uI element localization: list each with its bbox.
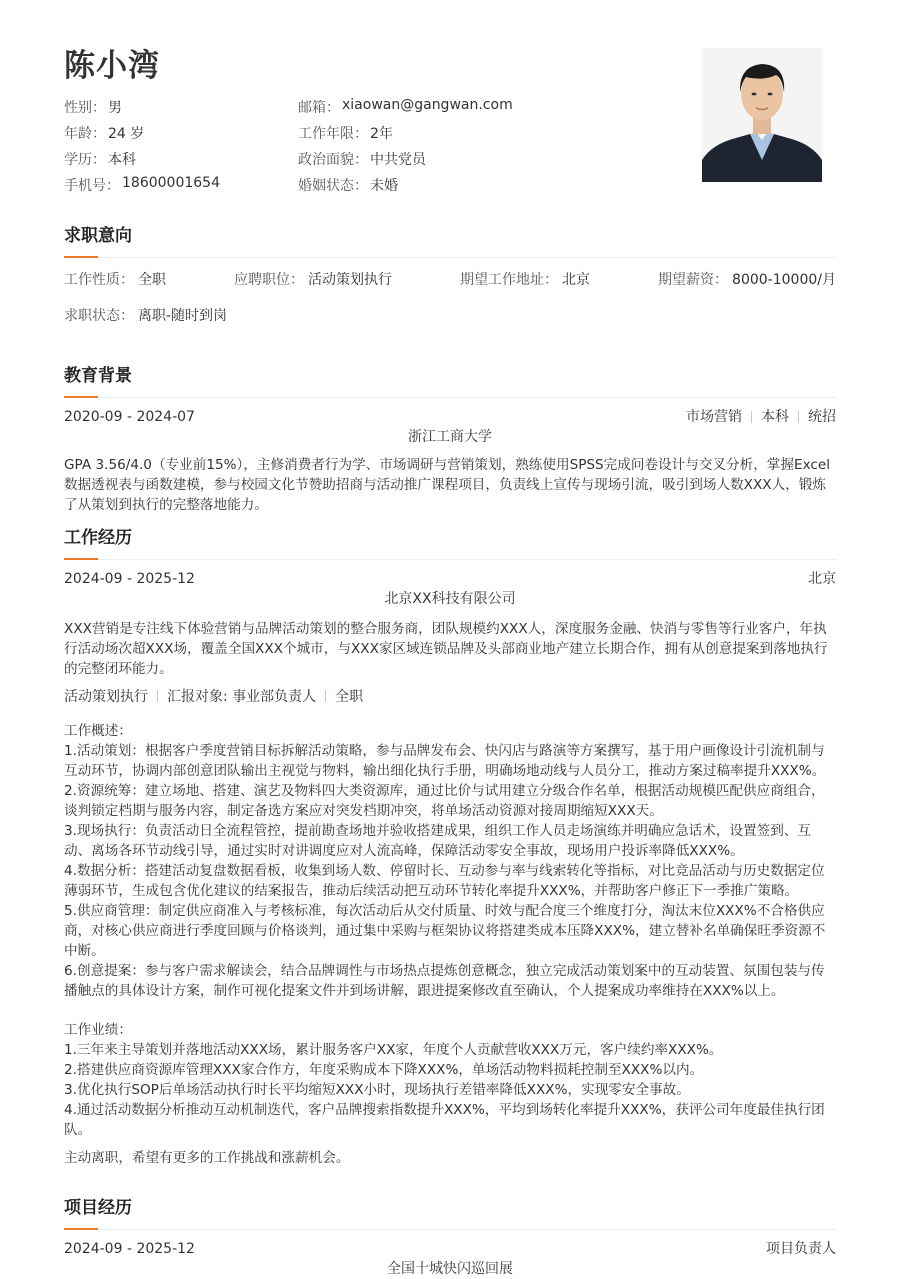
education-tags xyxy=(686,407,836,427)
info-politics xyxy=(298,149,598,169)
results-item: 4.通过活动数据分析推动互动机制迭代，客户品牌搜索指数提升XXX%，平均到场转化率提升XXX%，获评公司年度最佳执行团队。 xyxy=(64,1102,825,1138)
work-type: 全职 xyxy=(335,689,364,705)
overview-title: 工作概述： xyxy=(64,723,132,739)
section-accent-bar xyxy=(64,396,98,398)
results-title: 工作业绩： xyxy=(64,1022,132,1038)
overview-item: 6.创意提案：参与客户需求解读会，结合品牌调性与市场热点提炼创意概念，独立完成活动策划案中的互动装置、氛围包装与传播触点的具体设计方案，制作可视化提案文件并到场讲解，跟进提案修改直至确认，个人提案成功率维持在XXX%以上。 xyxy=(64,963,825,999)
project-role: 项目负责人 xyxy=(766,1241,836,1257)
work-header-row xyxy=(64,569,836,589)
overview-item: 5.供应商管理：制定供应商准入与考核标准，每次活动后从交付质量、时效与配合度三个维度打分，淘汰末位XXX%不合格供应商，对核心供应商进行季度回顾与价格谈判，通过集中采购与框架协议将搭建类成本压降XXX%，建立替补名单确保旺季资源不中断。 xyxy=(64,903,826,959)
intent-label: 应聘职位： xyxy=(234,272,305,288)
intent-type xyxy=(64,270,166,290)
work-report-to: 汇报对象: 事业部负责人 xyxy=(167,689,317,705)
info-value: 未婚 xyxy=(370,178,398,194)
education-header-row xyxy=(64,407,836,427)
info-label: 工作年限： xyxy=(298,126,368,142)
info-label: 年龄： xyxy=(64,126,106,142)
info-label: 性别： xyxy=(64,100,106,116)
section-intent xyxy=(64,224,836,326)
info-label: 手机号： xyxy=(64,178,120,194)
intent-label: 期望工作地址： xyxy=(460,272,559,288)
results-item: 2.搭建供应商资源库管理XXX家合作方，年度采购成本下降XXX%，单场活动物料损耗控制至XXX%以内。 xyxy=(64,1062,704,1078)
tag-separator xyxy=(798,411,799,423)
education-school: 浙江工商大学 xyxy=(408,429,492,445)
overview-item: 2.资源统筹：建立场地、搭建、演艺及物料四大类资源库，通过比价与试用建立分级合作名单，根据活动规模匹配供应商组合，谈判锁定档期与服务内容，制定备选方案应对突发档期冲突，将单场活动资源对接周期缩短XXX天。 xyxy=(64,783,825,819)
intent-location xyxy=(460,270,590,290)
info-email xyxy=(298,97,598,117)
section-divider xyxy=(98,397,836,398)
leave-reason: 主动离职，希望有更多的工作挑战和涨薪机会。 xyxy=(64,1150,350,1166)
results-item: 1.三年来主导策划并落地活动XXX场，累计服务客户XX家，年度个人贡献营收XXX万元，客户续约率XXX%。 xyxy=(64,1042,723,1058)
section-title: 项目经历 xyxy=(64,1198,132,1218)
project-dates: 2024-09 - 2025-12 xyxy=(64,1241,195,1257)
work-overview xyxy=(64,721,836,1001)
info-value: 2年 xyxy=(370,126,393,142)
profile-photo xyxy=(702,48,822,182)
work-role: 活动策划执行 xyxy=(64,689,148,705)
education-school-wrap xyxy=(64,427,836,447)
project-header xyxy=(64,1239,836,1279)
intent-row xyxy=(64,270,836,290)
education-major: 市场营销 xyxy=(686,409,742,425)
section-work xyxy=(64,526,836,1168)
basic-info xyxy=(64,94,664,198)
project-name-wrap xyxy=(64,1259,836,1279)
info-label: 政治面貌： xyxy=(298,152,368,168)
education-description: GPA 3.56/4.0（专业前15%），主修消费者行为学、市场调研与营销策划，熟练使用SPSS完成问卷设计与交叉分析，掌握Excel数据透视表与函数建模，参与校园文化节赞助招商与活动推广课程项目，负责线上宣传与现场引流，吸引到场人数XXX人，锻炼了从策划到执行的完整落地能力。 xyxy=(64,457,830,513)
tag-separator xyxy=(325,690,326,702)
info-marital xyxy=(298,175,598,195)
info-label: 学历： xyxy=(64,152,106,168)
education-dates: 2020-09 - 2024-07 xyxy=(64,409,195,425)
info-gender xyxy=(64,97,298,117)
section-title: 求职意向 xyxy=(64,226,132,246)
work-company: 北京XX科技有限公司 xyxy=(384,591,516,607)
info-label: 邮箱： xyxy=(298,100,340,116)
intent-label: 求职状态： xyxy=(64,308,134,324)
intent-value: 全职 xyxy=(138,272,166,288)
intent-label: 期望薪资： xyxy=(658,272,729,288)
info-value: 本科 xyxy=(108,152,136,168)
info-value: 24 岁 xyxy=(108,126,145,142)
intent-salary xyxy=(658,270,836,290)
section-accent-bar xyxy=(64,1228,98,1230)
info-value: xiaowan@gangwan.com xyxy=(342,97,513,113)
work-company-wrap xyxy=(64,589,836,609)
company-description: XXX营销是专注线下体验营销与品牌活动策划的整合服务商，团队规模约XXX人，深度服务金融、快消与零售等行业客户，年执行活动场次超XXX场，覆盖全国XXX个城市，与XXX家区域连锁品牌及头部商业地产建立长期合作，拥有从创意提案到落地执行的完整闭环能力。 xyxy=(64,621,828,677)
overview-item: 1.活动策划：根据客户季度营销目标拆解活动策略，参与品牌发布会、快闪店与路演等方案撰写，基于用户画像设计引流机制与互动环节，协调内部创意团队输出主视觉与物料，输出细化执行手册，明确场地动线与人员分工，推动方案过稿率提升XXX%。 xyxy=(64,743,826,779)
education-header xyxy=(64,407,836,447)
section-accent-bar xyxy=(64,256,98,258)
section-divider xyxy=(98,257,836,258)
info-row xyxy=(64,120,664,146)
work-dates: 2024-09 - 2025-12 xyxy=(64,571,195,587)
intent-value: 活动策划执行 xyxy=(308,272,393,288)
section-title: 教育背景 xyxy=(64,366,132,386)
intent-position xyxy=(234,270,392,290)
info-degree xyxy=(64,149,298,169)
overview-item: 3.现场执行：负责活动日全流程管控，提前勘查场地并验收搭建成果，组织工作人员走场演练并明确应急话术，设置签到、互动、离场各环节动线引导，通过实时对讲调度应对人流高峰，保障活动零安全事故，现场用户投诉率降低XXX%。 xyxy=(64,823,812,859)
work-results xyxy=(64,1020,836,1140)
tag-separator xyxy=(751,411,752,423)
intent-row xyxy=(64,306,836,326)
info-value: 中共党员 xyxy=(370,152,426,168)
intent-label: 工作性质： xyxy=(64,272,134,288)
project-header-row xyxy=(64,1239,836,1259)
portrait-image xyxy=(702,48,822,182)
section-accent-bar xyxy=(64,558,98,560)
info-value: 18600001654 xyxy=(122,175,220,191)
section-education xyxy=(64,364,836,515)
info-row xyxy=(64,172,664,198)
education-degree: 本科 xyxy=(761,409,789,425)
tag-separator xyxy=(157,690,158,702)
results-item: 3.优化执行SOP后单场活动执行时长平均缩短XXX小时，现场执行差错率降低XXX%，实现零安全事故。 xyxy=(64,1082,690,1098)
section-project xyxy=(64,1196,836,1279)
info-row xyxy=(64,94,664,120)
info-label: 婚姻状态： xyxy=(298,178,368,194)
project-name: 全国十城快闪巡回展 xyxy=(387,1261,513,1277)
work-city: 北京 xyxy=(808,571,836,587)
info-row xyxy=(64,146,664,172)
work-tags xyxy=(64,686,836,706)
section-divider xyxy=(98,559,836,560)
section-title: 工作经历 xyxy=(64,528,132,548)
intent-value: 8000-10000/月 xyxy=(732,272,836,288)
education-enrollment: 统招 xyxy=(808,409,836,425)
overview-item: 4.数据分析：搭建活动复盘数据看板，收集到场人数、停留时长、互动参与率与线索转化等指标，对比竞品活动与历史数据定位薄弱环节，生成包含优化建议的结案报告，推动后续活动把互动环节转化率提升XXX%，并帮助客户修正下一季推广策略。 xyxy=(64,863,825,899)
info-age xyxy=(64,123,298,143)
intent-value: 北京 xyxy=(562,272,591,288)
intent-value: 离职-随时到岗 xyxy=(138,308,228,324)
info-phone xyxy=(64,175,298,195)
work-header xyxy=(64,569,836,609)
section-divider xyxy=(98,1229,836,1230)
intent-status xyxy=(64,306,227,326)
candidate-name: 陈小湾 xyxy=(64,48,160,84)
info-years xyxy=(298,123,598,143)
info-value: 男 xyxy=(108,100,122,116)
